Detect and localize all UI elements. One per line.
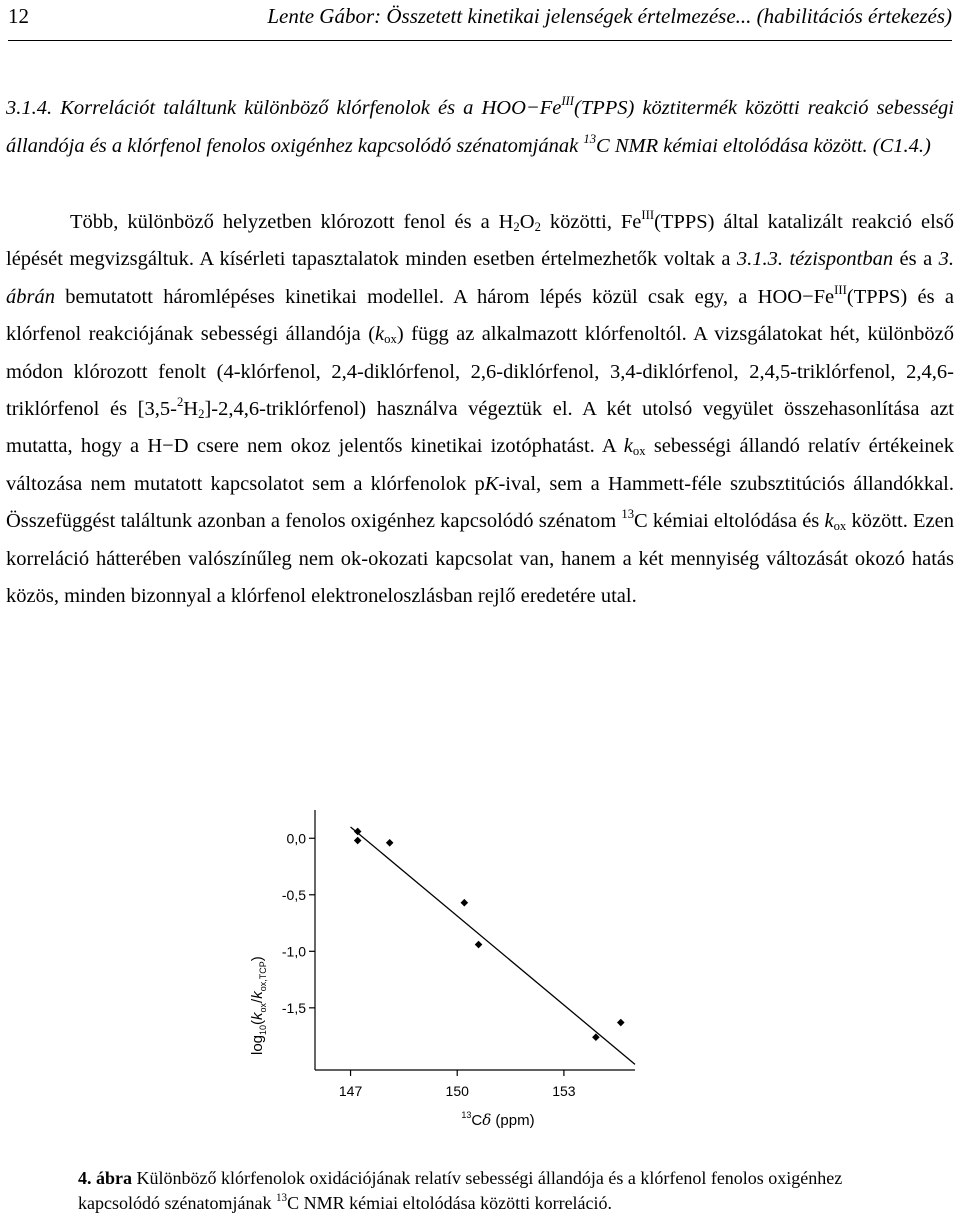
y-axis-label: $\log_{10}(k_{ox}/k_{ox,TCP})$ xyxy=(249,956,268,1055)
body-text: ]-2,4,6-triklórfenol) használva végeztük el. A két utolsó vegyület összehasonlítása azt mutatta, hogy a H−D csere nem okoz jelentős kinetikai izotóphatást. A xyxy=(6,398,955,458)
body-text: (TPPS) és a klórfenol reakciójának sebességi állandója ( xyxy=(6,285,954,346)
data-point xyxy=(475,941,483,949)
body-text: O xyxy=(519,211,535,233)
data-point xyxy=(354,837,362,845)
body-text: és a xyxy=(893,248,939,271)
x-tick-label: 147 xyxy=(338,1083,363,1099)
body-sup: 13 xyxy=(621,507,635,522)
statement-sup: III xyxy=(561,94,575,109)
body-paragraph xyxy=(6,204,954,615)
page-number: 12 xyxy=(8,4,29,28)
thesis-statement xyxy=(6,90,954,165)
body-sub: 2 xyxy=(513,220,520,235)
header-rule xyxy=(8,40,952,41)
x-tick-label: 150 xyxy=(445,1083,469,1099)
figure-caption xyxy=(78,1166,898,1216)
figure-label: 4. ábra xyxy=(78,1168,132,1188)
body-sub: ox xyxy=(833,519,847,534)
y-tick-label: -1,0 xyxy=(281,943,306,960)
y-tick-label: -0,5 xyxy=(281,886,306,903)
statement-text: C NMR kémiai eltolódása között. (C1.4.) xyxy=(596,134,931,157)
body-text: sebességi állandó relatív értékeinek változása nem mutatott kapcsolatot sem a klórfenolok p xyxy=(6,435,954,495)
caption-text: Különböző klórfenolok oxidációjának relatív sebességi állandója és a klórfenol fenolos oxigénhez kapcsolódó szénatomjának xyxy=(78,1168,843,1213)
caption-sup: 13 xyxy=(275,1192,288,1205)
body-text: ) függ az alkalmazott klórfenoltól. A vizsgálatokat hét, különböző módon klórozott fenolt (4-klórfenol, 2,4-diklórfenol, 2,6-diklórfenol, 3,4-diklórfenol, 2,4,5-triklórfenol, 2,4,6-triklórfenol és [3,5- xyxy=(6,323,954,421)
page-header xyxy=(8,2,952,36)
x-tick-label: 153 xyxy=(552,1083,576,1099)
figure-reference: 3. ábrán xyxy=(6,248,954,308)
fit-line xyxy=(351,827,635,1064)
data-point xyxy=(617,1019,625,1027)
body-sub: 2 xyxy=(198,407,205,422)
data-point xyxy=(386,839,394,847)
rate-symbol: k xyxy=(623,435,633,458)
body-sup: 2 xyxy=(176,395,184,410)
y-tick-label: -1,5 xyxy=(281,999,306,1016)
body-sub: 2 xyxy=(534,220,541,235)
body-sub: ox xyxy=(632,444,646,459)
body-text: bemutatott háromlépéses kinetikai modellel. A három lépés közül csak egy, a HOO−Fe xyxy=(54,285,835,308)
body-sub: ox xyxy=(384,332,397,347)
y-tick-label: 0,0 xyxy=(286,830,306,847)
body-text: -ival, sem a Hammett-féle szubsztitúciós állandókkal. Összefüggést találtunk azonban a fenolos oxigénhez kapcsolódó szénatom xyxy=(6,472,954,533)
rate-symbol: k xyxy=(824,510,834,533)
rate-symbol: k xyxy=(375,323,385,346)
body-text: között. Ezen korreláció hátterében valószínűleg nem ok-okozati kapcsolat van, hanem a két mennyiség változását okozó hatás közös, minden bizonnyal a klórfenol elektroneloszlásban rejlő eredetére utal. xyxy=(6,510,954,608)
thesis-reference: 3.1.3. tézispontban xyxy=(736,248,894,271)
body-text: C kémiai eltolódása és xyxy=(634,510,825,533)
body-text: Több, különböző helyzetben klórozott fenol és a H xyxy=(70,211,514,233)
statement-text: Korrelációt találtunk különböző klórfenolok és a HOO−Fe xyxy=(60,97,562,119)
running-title: Lente Gábor: Összetett kinetikai jelenségek értelmezése... (habilitációs értekezés) xyxy=(267,4,952,28)
body-text: (TPPS) által katalizált reakció első lépését megvizsgáltuk. A kísérleti tapasztalatok minden esetben értelmezhetők voltak a xyxy=(6,211,954,271)
pk-symbol: K xyxy=(484,472,499,495)
statement-sup: 13 xyxy=(583,131,597,146)
statement-number: 3.1.4. xyxy=(6,97,53,119)
body-sup: III xyxy=(641,208,655,223)
data-point xyxy=(461,899,469,907)
body-sup: III xyxy=(834,282,847,297)
correlation-chart xyxy=(230,800,710,1140)
x-axis-label: $^{13}$Cδ (ppm) xyxy=(461,1110,535,1129)
statement-text: (TPPS) köztitermék közötti reakció sebességi állandója és a klórfenol fenolos oxigénhez kapcsolódó szénatomjának xyxy=(6,97,954,157)
caption-text: C NMR kémiai eltolódása közötti korreláció. xyxy=(287,1193,613,1213)
body-text: közötti, Fe xyxy=(540,211,642,233)
body-text: H xyxy=(183,398,199,421)
data-point xyxy=(354,828,362,836)
